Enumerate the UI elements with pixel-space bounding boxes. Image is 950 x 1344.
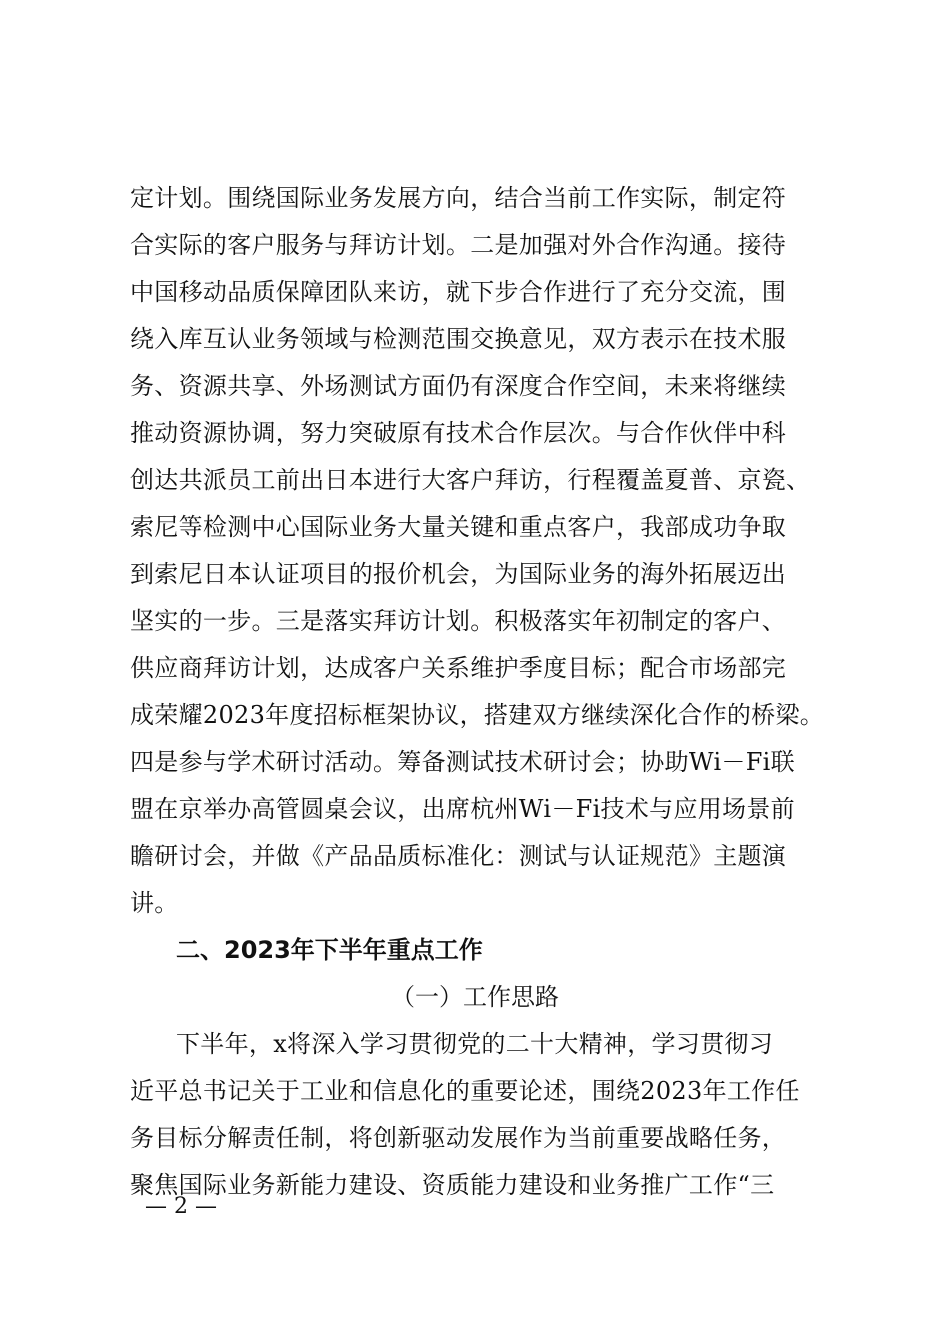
body-line: 推动资源协调，努力突破原有技术合作层次。与合作伙伴中科 <box>130 419 787 447</box>
subsection-heading: （一）工作思路 <box>391 983 559 1011</box>
body-line: 到索尼日本认证项目的报价机会，为国际业务的海外拓展迈出 <box>130 560 787 588</box>
body-line: 中国移动品质保障团队来访，就下步合作进行了充分交流，围 <box>130 278 787 306</box>
body-line: 定计划。围绕国际业务发展方向，结合当前工作实际，制定符 <box>130 184 787 212</box>
body-line: 索尼等检测中心国际业务大量关键和重点客户，我部成功争取 <box>130 513 787 541</box>
body-line: 瞻研讨会，并做《产品品质标准化：测试与认证规范》主题演 <box>130 842 787 870</box>
body-line: 绕入库互认业务领域与检测范围交换意见，双方表示在技术服 <box>130 325 787 353</box>
body-line: 四是参与学术研讨活动。筹备测试技术研讨会；协助Wi－Fi联 <box>130 748 795 776</box>
body-line: 盟在京举办高管圆桌会议，出席杭州Wi－Fi技术与应用场景前 <box>130 795 795 823</box>
body-line: 务、资源共享、外场测试方面仍有深度合作空间，未来将继续 <box>130 372 787 400</box>
body-line: 坚实的一步。三是落实拜访计划。积极落实年初制定的客户、 <box>130 607 787 635</box>
body-line: 讲。 <box>130 889 179 917</box>
body-line: 成荣耀2023年度招标框架协议，搭建双方继续深化合作的桥梁。 <box>130 701 825 729</box>
body-line: 聚焦国际业务新能力建设、资质能力建设和业务推广工作“三 <box>130 1171 775 1199</box>
body-line: 近平总书记关于工业和信息化的重要论述，围绕2023年工作任 <box>130 1077 800 1105</box>
body-line: 合实际的客户服务与拜访计划。二是加强对外合作沟通。接待 <box>130 231 787 259</box>
page-number: — 2 — <box>145 1194 217 1219</box>
body-line: 供应商拜访计划，达成客户关系维护季度目标；配合市场部完 <box>130 654 787 682</box>
section-heading: 二、2023年下半年重点工作 <box>176 936 483 964</box>
body-line: 务目标分解责任制，将创新驱动发展作为当前重要战略任务， <box>130 1124 787 1152</box>
body-line: 创达共派员工前出日本进行大客户拜访，行程覆盖夏普、京瓷、 <box>130 466 811 494</box>
body-line: 下半年，x将深入学习贯彻党的二十大精神，学习贯彻习 <box>176 1030 774 1058</box>
